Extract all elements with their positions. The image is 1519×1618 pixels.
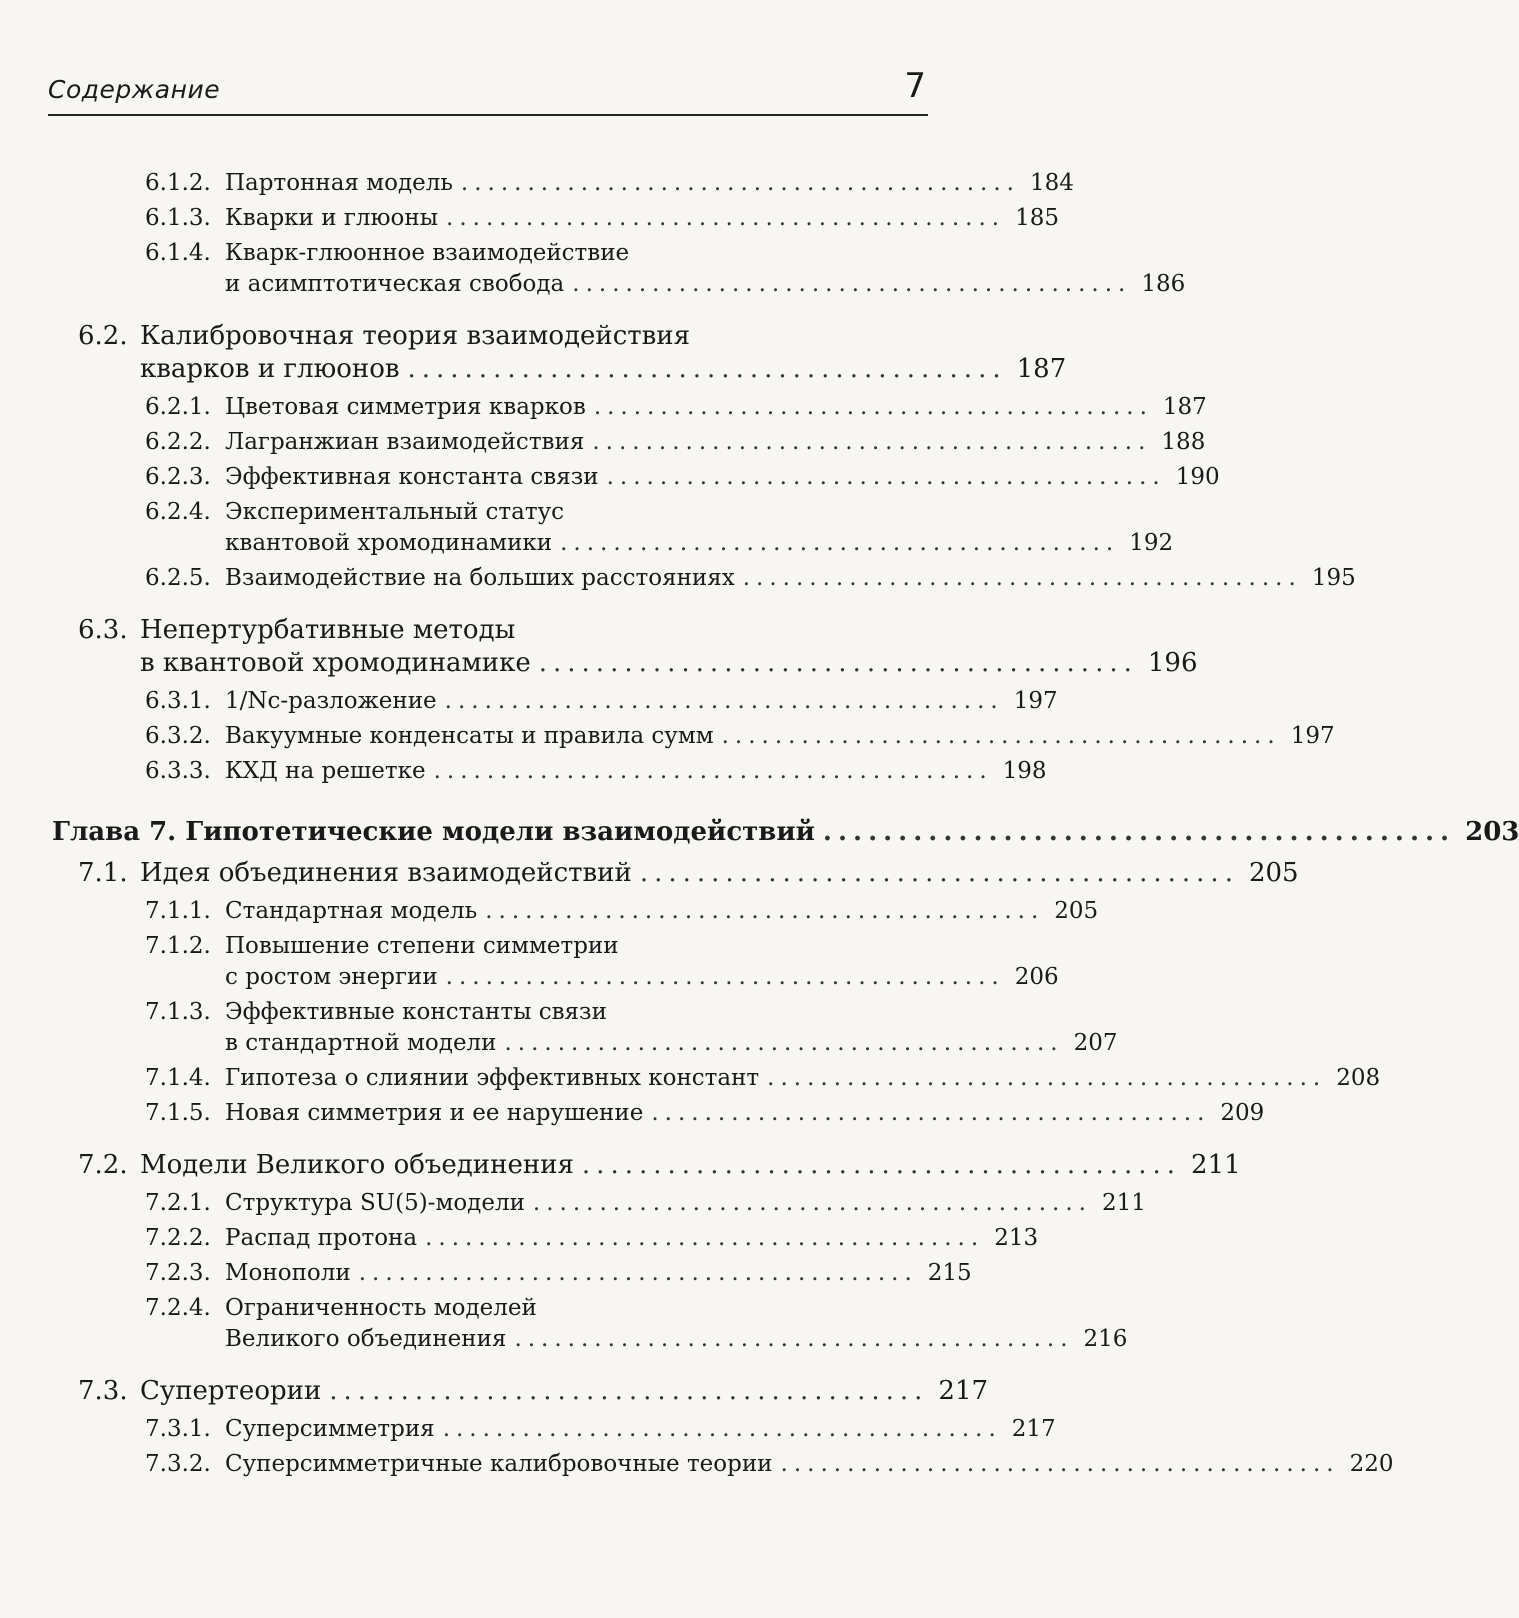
toc-entry-page: 198 bbox=[1002, 758, 1047, 784]
toc-entry-page: 195 bbox=[1311, 565, 1356, 591]
toc-entry-page: 203 bbox=[1465, 817, 1519, 847]
toc-entry-number: 6.3.1. bbox=[145, 688, 211, 714]
toc-entry[interactable]: 6.2.2. Лагранжиан взаимодействия .......................................... 188 bbox=[0, 427, 1000, 458]
toc-entry-page: 216 bbox=[1083, 1326, 1128, 1352]
toc-entry-title-line1: Непертурбативные методы bbox=[140, 615, 516, 645]
toc-entry-title: Вакуумные конденсаты и правила сумм bbox=[225, 723, 714, 749]
toc-entry-page: 205 bbox=[1054, 898, 1099, 924]
page-number: 7 bbox=[904, 66, 926, 106]
toc-entry-title: 1/Nc-разложение bbox=[225, 688, 437, 714]
toc-entry-title-line1: Калибровочная теория взаимодействия bbox=[140, 321, 691, 351]
toc-entry-number: 6.2.2. bbox=[145, 429, 211, 455]
toc-entry-page: 196 bbox=[1147, 648, 1198, 678]
toc-entry-number: 6.3.2. bbox=[145, 723, 211, 749]
toc-chapter[interactable]: Глава 7. Гипотетические модели взаимодействий .......................................... 203 bbox=[52, 817, 1519, 847]
toc-entry[interactable]: 7.1.3. Эффективные константы связи в стандартной модели .......................................... 207 bbox=[0, 997, 1000, 1059]
toc-entry-page: 207 bbox=[1073, 1030, 1118, 1056]
toc-entry-title: Супертеории bbox=[140, 1376, 322, 1406]
toc-entry-title: Распад протона bbox=[225, 1225, 418, 1251]
toc-entry-number: 6.1.4. bbox=[145, 240, 211, 266]
toc-entry-title: Структура SU(5)-модели bbox=[225, 1190, 525, 1216]
toc-entry-number: 7.1.2. bbox=[145, 933, 211, 959]
toc-section[interactable]: 7.2. Модели Великого объединения .......................................... 211 bbox=[78, 1150, 1241, 1180]
toc-entry-title: квантовой хромодинамики bbox=[225, 530, 553, 556]
toc-entry[interactable]: 6.1.2. Партонная модель .......................................... 184 bbox=[0, 168, 1000, 199]
toc-entry-title: Гипотеза о слиянии эффективных констант bbox=[225, 1065, 760, 1091]
toc-entry[interactable]: 6.3.3. КХД на решетке .......................................... 198 bbox=[0, 756, 1000, 787]
toc-entry-title: Эффективная константа связи bbox=[225, 464, 599, 490]
toc-entry[interactable]: 6.2.4. Экспериментальный статус квантовой хромодинамики .......................................... 192 bbox=[0, 497, 1000, 559]
toc-entry[interactable]: 6.3.1. 1/Nc-разложение .......................................... 197 bbox=[0, 686, 1000, 717]
toc-entry-title: Суперсимметричные калибровочные теории bbox=[225, 1451, 773, 1477]
toc-entry-number: 7.2.4. bbox=[145, 1295, 211, 1321]
toc-section[interactable]: 7.3. Супертеории .......................................... 217 bbox=[78, 1376, 989, 1406]
toc-entry[interactable]: 6.1.3. Кварки и глюоны .......................................... 185 bbox=[0, 203, 1000, 234]
toc-entry-number: 7.1.3. bbox=[145, 999, 211, 1025]
toc-entry-title: КХД на решетке bbox=[225, 758, 426, 784]
toc-entry-number: 6.2.5. bbox=[145, 565, 211, 591]
toc-entry[interactable]: 6.2.3. Эффективная константа связи .......................................... 190 bbox=[0, 462, 1000, 493]
toc-entry[interactable]: 7.2.2. Распад протона .......................................... 213 bbox=[0, 1223, 1000, 1254]
toc-entry[interactable]: 7.3.2. Суперсимметричные калибровочные теории .......................................... 220 bbox=[0, 1449, 1000, 1480]
toc-entry-number: 7.3. bbox=[78, 1376, 128, 1406]
toc-entry-number: 7.2. bbox=[78, 1150, 128, 1180]
toc-entry-title: в стандартной модели bbox=[225, 1030, 497, 1056]
toc-entry-title: кварков и глюонов bbox=[140, 354, 400, 384]
toc-entry-number: 7.1.4. bbox=[145, 1065, 211, 1091]
toc-entry-page: 185 bbox=[1015, 205, 1059, 231]
toc-entry-title: и асимптотическая свобода bbox=[225, 271, 565, 297]
toc-entry-title-line1: Эффективные константы связи bbox=[225, 999, 607, 1025]
table-of-contents bbox=[0, 168, 1519, 1484]
toc-entry-page: 187 bbox=[1016, 354, 1067, 384]
toc-entry-number: 7.1.1. bbox=[145, 898, 211, 924]
toc-entry-number: 7.1. bbox=[78, 858, 128, 888]
toc-entry[interactable]: 6.2.5. Взаимодействие на больших расстояниях .......................................... 195 bbox=[0, 563, 1000, 594]
running-head-title: Содержание bbox=[48, 75, 221, 104]
toc-entry-page: 208 bbox=[1336, 1065, 1381, 1091]
toc-entry-page: 188 bbox=[1161, 429, 1206, 455]
toc-entry-number: 7.2.2. bbox=[145, 1225, 211, 1251]
toc-section[interactable]: 6.3. Непертурбативные методы в квантовой хромодинамике .......................................... 196 bbox=[78, 615, 1198, 678]
toc-entry-number: 6.2.3. bbox=[145, 464, 211, 490]
toc-entry-page: 190 bbox=[1175, 464, 1220, 490]
toc-entry-title: Цветовая симметрия кварков bbox=[225, 394, 586, 420]
toc-entry-page: 213 bbox=[994, 1225, 1039, 1251]
toc-entry-page: 197 bbox=[1290, 723, 1335, 749]
toc-entry-title-line1: Кварк-глюонное взаимодействие bbox=[225, 240, 630, 266]
toc-entry[interactable]: 7.1.4. Гипотеза о слиянии эффективных констант .......................................... 208 bbox=[0, 1063, 1000, 1094]
toc-entry-title: Идея объединения взаимодействий bbox=[140, 858, 632, 888]
toc-entry-title: Партонная модель bbox=[225, 170, 453, 196]
toc-entry[interactable]: 7.3.1. Суперсимметрия .......................................... 217 bbox=[0, 1414, 1000, 1445]
toc-entry[interactable]: 7.1.5. Новая симметрия и ее нарушение .......................................... 209 bbox=[0, 1098, 1000, 1129]
toc-entry-number: 7.3.1. bbox=[145, 1416, 211, 1442]
toc-entry[interactable]: 7.1.2. Повышение степени симметрии с ростом энергии .......................................... 206 bbox=[0, 931, 1000, 993]
toc-entry-number: 7.3.2. bbox=[145, 1451, 211, 1477]
toc-entry-page: 220 bbox=[1349, 1451, 1394, 1477]
toc-entry-page: 209 bbox=[1220, 1100, 1265, 1126]
toc-entry-number: 7.2.1. bbox=[145, 1190, 211, 1216]
toc-entry-number: 7.1.5. bbox=[145, 1100, 211, 1126]
toc-entry-title: Стандартная модель bbox=[225, 898, 478, 924]
toc-entry-title-line1: Ограниченность моделей bbox=[225, 1295, 537, 1321]
toc-entry-page: 184 bbox=[1029, 170, 1074, 196]
toc-entry-page: 197 bbox=[1013, 688, 1058, 714]
toc-entry-page: 187 bbox=[1162, 394, 1207, 420]
toc-entry-number: 6.1.2. bbox=[145, 170, 211, 196]
toc-entry-number: 6.2.4. bbox=[145, 499, 211, 525]
toc-entry-title: Монополи bbox=[225, 1260, 351, 1286]
toc-entry-number: 6.3. bbox=[78, 615, 128, 645]
toc-entry-page: 215 bbox=[927, 1260, 972, 1286]
toc-entry[interactable]: 7.2.1. Структура SU(5)-модели .......................................... 211 bbox=[0, 1188, 1000, 1219]
toc-entry-page: 211 bbox=[1191, 1150, 1241, 1180]
toc-entry-page: 217 bbox=[1011, 1416, 1056, 1442]
toc-entry-title: Новая симметрия и ее нарушение bbox=[225, 1100, 644, 1126]
toc-entry-title: Модели Великого объединения bbox=[140, 1150, 574, 1180]
toc-entry[interactable]: 7.2.4. Ограниченность моделей Великого объединения .......................................... 216 bbox=[0, 1293, 1000, 1355]
toc-entry-page: 192 bbox=[1129, 530, 1174, 556]
toc-section[interactable]: 6.2. Калибровочная теория взаимодействия кварков и глюонов .......................................... 187 bbox=[78, 321, 1067, 384]
toc-entry-title-line1: Экспериментальный статус bbox=[225, 499, 564, 525]
toc-entry-number: 7.2.3. bbox=[145, 1260, 211, 1286]
toc-entry-title: Великого объединения bbox=[225, 1326, 507, 1352]
toc-entry[interactable]: 6.2.1. Цветовая симметрия кварков .......................................... 187 bbox=[0, 392, 1000, 423]
toc-entry-number: 6.2.1. bbox=[145, 394, 211, 420]
toc-entry-title: Кварки и глюоны bbox=[225, 205, 439, 231]
toc-entry[interactable]: 6.3.2. Вакуумные конденсаты и правила сумм .......................................... 197 bbox=[0, 721, 1000, 752]
toc-entry[interactable]: 7.2.3. Монополи .......................................... 215 bbox=[0, 1258, 1000, 1289]
toc-entry-title-line1: Повышение степени симметрии bbox=[225, 933, 619, 959]
toc-entry-page: 186 bbox=[1141, 271, 1186, 297]
toc-entry-page: 206 bbox=[1014, 964, 1059, 990]
toc-entry-title: Лагранжиан взаимодействия bbox=[225, 429, 585, 455]
page-header bbox=[48, 58, 928, 116]
toc-entry-page: 205 bbox=[1248, 858, 1299, 888]
toc-entry-title: с ростом энергии bbox=[225, 964, 438, 990]
toc-entry-number: 6.1.3. bbox=[145, 205, 211, 231]
toc-entry[interactable]: 6.1.4. Кварк-глюонное взаимодействие и асимптотическая свобода .......................................... 186 bbox=[0, 238, 1000, 300]
toc-entry-title: Взаимодействие на больших расстояниях bbox=[225, 565, 735, 591]
toc-entry-title: Суперсимметрия bbox=[225, 1416, 435, 1442]
toc-entry-page: 217 bbox=[938, 1376, 989, 1406]
toc-entry[interactable]: 7.1.1. Стандартная модель .......................................... 205 bbox=[0, 896, 1000, 927]
toc-entry-page: 211 bbox=[1101, 1190, 1146, 1216]
toc-chapter-title: Глава 7. Гипотетические модели взаимодействий bbox=[52, 817, 815, 847]
toc-section[interactable]: 7.1. Идея объединения взаимодействий .......................................... 205 bbox=[78, 858, 1299, 888]
toc-entry-number: 6.2. bbox=[78, 321, 128, 351]
toc-entry-title: в квантовой хромодинамике bbox=[140, 648, 531, 678]
toc-entry-number: 6.3.3. bbox=[145, 758, 211, 784]
